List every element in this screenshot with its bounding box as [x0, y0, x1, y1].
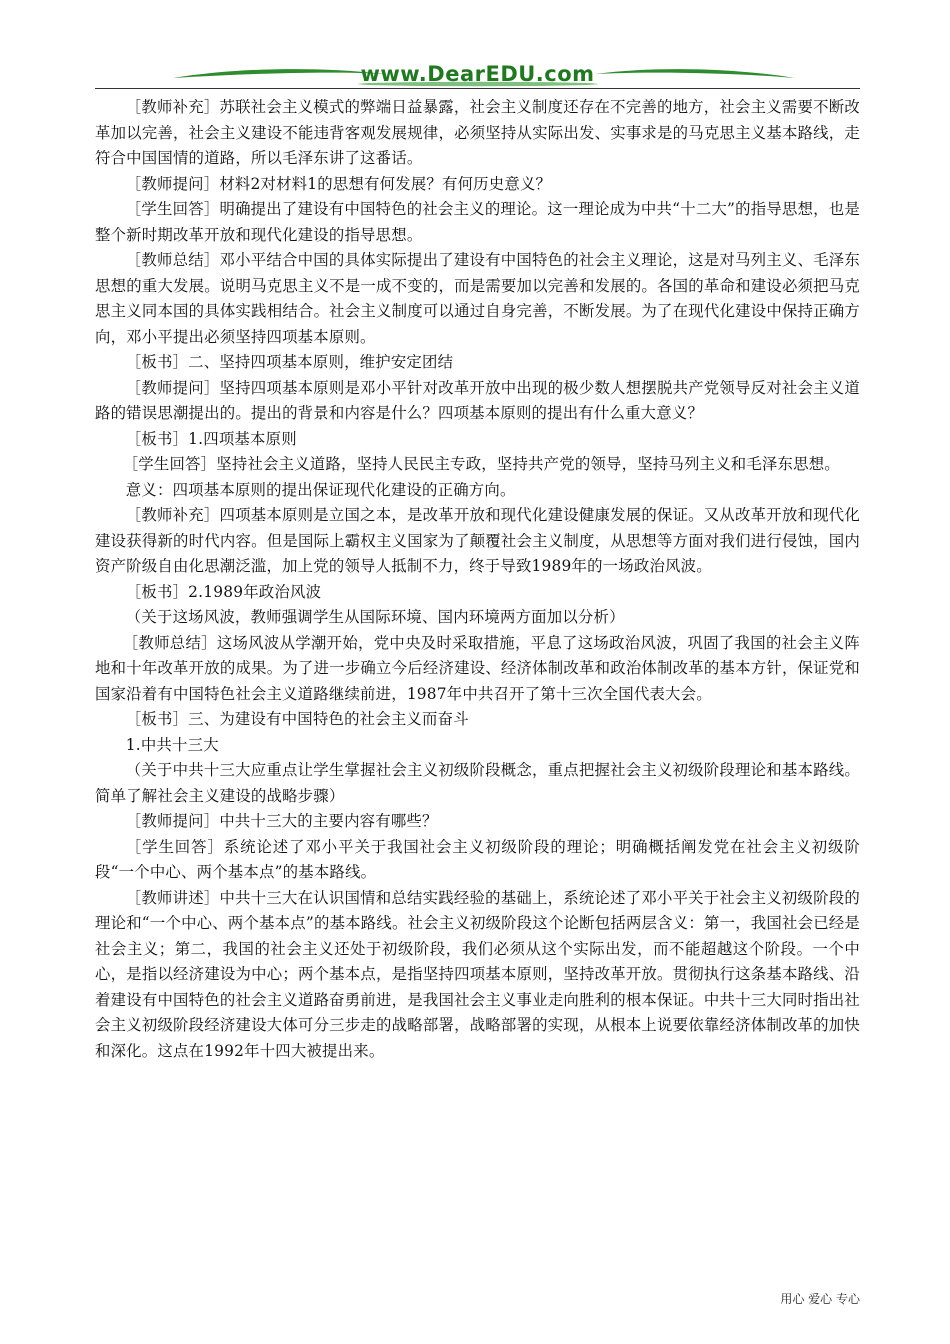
header-divider	[95, 88, 860, 89]
paragraph-13th-congress-note: （关于中共十三大应重点让学生掌握社会主义初级阶段概念，重点把握社会主义初级阶段理论和基本路线。简单了解社会主义建设的战略步骤）	[95, 761, 860, 805]
paragraph-teacher-lecture: ［教师讲述］中共十三大在认识国情和总结实践经验的基础上，系统论述了邓小平关于社会主义初级阶段的理论和“一个中心、两个基本点”的基本路线。社会主义初级阶段这个论断包括两层含义：第一，我国社会已经是社会主义；第二，我国的社会主义还处于初级阶段，我们必须从这个实际出发，而不能超越这个阶段。一个中心，是指以经济建设为中心；两个基本点，是指坚持四项基本原则，坚持改革开放。贯彻执行这条基本路线、沿着建设有中国特色的社会主义道路奋勇前进，是我国社会主义事业走向胜利的根本保证。中共十三大同时指出社会主义初级阶段经济建设大体可分三步走的战略部署，战略部署的实现，从根本上说要依靠经济体制改革的加快和深化。这点在1992年十四大被提出来。	[95, 888, 860, 1060]
page-footer: 用心 爱心 专心	[780, 1292, 860, 1306]
paragraph-teacher-summary-1: ［教师总结］邓小平结合中国的具体实际提出了建设有中国特色的社会主义理论，这是对马列主义、毛泽东思想的重大发展。说明马克思主义不是一成不变的，而是需要加以完善和发展的。各国的革命和建设必须把马克思主义同本国的具体实践相结合。社会主义制度可以通过自身完善，不断发展。为了在现代化建设中保持正确方向，邓小平提出必须坚持四项基本原则。	[95, 251, 860, 346]
paragraph-significance: 意义：四项基本原则的提出保证现代化建设的正确方向。	[125, 480, 516, 499]
paragraph-teacher-supplement-1: ［教师补充］苏联社会主义模式的弊端日益暴露，社会主义制度还存在不完善的地方，社会主义需要不断改革加以完善，社会主义建设不能违背客观发展规律，必须坚持从实际出发、实事求是的马克思主义基本路线，走符合中国国情的道路，所以毛泽东讲了这番话。	[95, 98, 860, 167]
paragraph-teacher-supplement-2: ［教师补充］四项基本原则是立国之本，是改革开放和现代化建设健康发展的保证。又从改革开放和现代化建设获得新的时代内容。但是国际上霸权主义国家为了颠覆社会主义制度，从思想等方面对我们进行侵蚀，国内资产阶级自由化思潮泛滥，加上党的领导人抵制不力，终于导致1989年的一场政治风波。	[95, 506, 860, 575]
paragraph-teacher-question-3: ［教师提问］中共十三大的主要内容有哪些？	[125, 812, 438, 830]
paragraph-student-answer-3: ［学生回答］系统论述了邓小平关于我国社会主义初级阶段的理论；明确概括阐发党在社会主义初级阶段“一个中心、两个基本点”的基本路线。	[95, 837, 860, 881]
paragraph-student-answer-2: ［学生回答］坚持社会主义道路，坚持人民民主专政，坚持共产党的领导，坚持马列主义和毛泽东思想。	[122, 455, 840, 473]
document-body	[95, 95, 860, 1064]
paragraph-analysis-note: （关于这场风波，教师强调学生从国际环境、国内环境两方面加以分析）	[125, 608, 625, 626]
paragraph-teacher-summary-2: ［教师总结］这场风波从学潮开始，党中央及时采取措施，平息了这场政治风波，巩固了我国的社会主义阵地和十年改革开放的成果。为了进一步确立今后经济建设、经济体制改革和政治体制改革的基本方针，保证党和国家沿着有中国特色社会主义道路继续前进，1987年中共召开了第十三次全国代表大会。	[95, 633, 860, 703]
site-logo-text: www.DearEDU.com	[360, 62, 595, 86]
paragraph-board-heading-2: ［板书］二、坚持四项基本原则，维护安定团结	[125, 353, 454, 371]
paragraph-board-heading-3: ［板书］三、为建设有中国特色的社会主义而奋斗	[125, 710, 469, 728]
paragraph-teacher-question-2: ［教师提问］坚持四项基本原则是邓小平针对改革开放中出现的极少数人想摆脱共产党领导反对社会主义道路的错误思潮提出的。提出的背景和内容是什么？四项基本原则的提出有什么重大意义？	[95, 378, 860, 422]
paragraph-board-1989: ［板书］2.1989年政治风波	[125, 582, 322, 601]
paragraph-teacher-question-1: ［教师提问］材料2对材料1的思想有何发展？有何历史意义？	[125, 174, 552, 193]
page-header	[95, 58, 860, 92]
paragraph-13th-congress-heading: 1.中共十三大	[125, 735, 219, 754]
paragraph-board-four-principles: ［板书］1.四项基本原则	[125, 429, 297, 448]
paragraph-student-answer-1: ［学生回答］明确提出了建设有中国特色的社会主义的理论。这一理论成为中共“十二大”的指导思想，也是整个新时期改革开放和现代化建设的指导思想。	[95, 200, 860, 244]
